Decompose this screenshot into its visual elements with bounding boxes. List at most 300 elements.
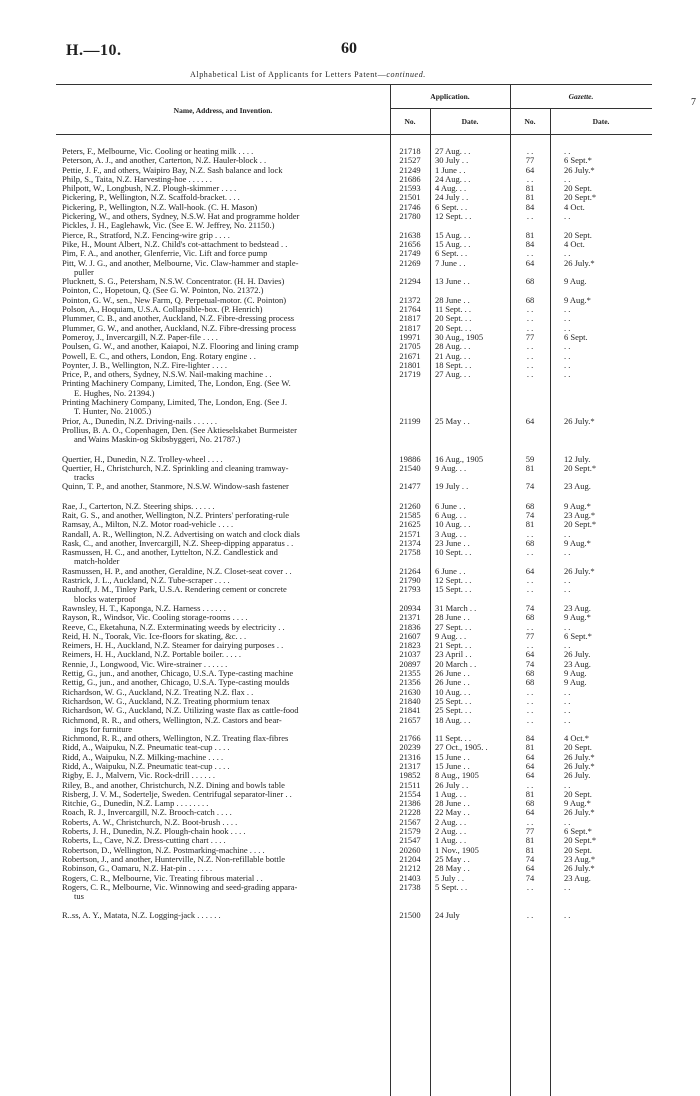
gazette-date: 6 Sept. [564, 331, 588, 342]
application-date: 4 Aug. . . [435, 183, 467, 194]
gazette-number: 81 [525, 462, 535, 473]
gazette-date: . . [564, 910, 571, 921]
application-date: 20 Sept. . . [435, 313, 472, 324]
gazette-number: . . [526, 910, 534, 921]
application-date: 6 Sept. . . [435, 248, 468, 259]
gazette-number: 68 [525, 612, 535, 623]
application-number: 21719 [399, 369, 421, 380]
application-number: 21567 [399, 816, 421, 827]
gazette-number: . . [526, 816, 534, 827]
application-date: 9 Aug. . . [435, 462, 467, 473]
rule-header-bottom [56, 134, 652, 135]
gazette-date [550, 379, 652, 388]
application-date: 20 Sept. . . [435, 322, 472, 333]
gazette-date: 9 Aug.* [564, 537, 591, 548]
application-date: 12 Sept. . . [435, 575, 472, 586]
gazette-number: 77 [525, 630, 535, 641]
gazette-date: 26 July.* [564, 164, 595, 175]
application-date: 23 June . . [435, 537, 470, 548]
application-date: 12 Sept. . . [435, 211, 472, 222]
application-date: 2 Aug. . . [435, 816, 467, 827]
gazette-number: 64 [525, 751, 535, 762]
gazette-number: 68 [525, 668, 535, 679]
gazette-date: 23 Aug. [564, 602, 591, 613]
gazette-number: . . [526, 322, 534, 333]
gazette-number [510, 426, 550, 435]
gazette-number: . . [526, 369, 534, 380]
application-number: 21372 [399, 294, 421, 305]
gazette-date: 26 July.* [564, 415, 595, 426]
application-date: 15 June . . [435, 761, 470, 771]
gazette-date: . . [564, 621, 571, 632]
gazette-date [550, 435, 652, 444]
entry-name: Quertier, H., Christchurch, N.Z. Sprinkling and cleaning tramway- [62, 462, 289, 473]
entry-name: ings for furniture [74, 723, 133, 734]
gazette-date: 23 Aug.* [564, 509, 596, 520]
gazette-number: 81 [525, 519, 535, 530]
gazette-date: 6 Sept.* [564, 630, 592, 641]
application-number: 21718 [399, 146, 421, 156]
entry-name: Philpott, W., Longbush, N.Z. Plough-skimmer . . . . [62, 183, 237, 194]
gazette-number: 64 [525, 257, 535, 268]
entry-name: Ridd, A., Waipuku, N.Z. Pneumatic teat-cup . . . . [62, 761, 230, 771]
gazette-date: 20 Sept. [564, 183, 592, 194]
gazette-date: . . [564, 714, 571, 725]
application-number: 21841 [399, 705, 421, 716]
gazette-date: 4 Oct.* [564, 733, 590, 744]
application-date: 25 May . . [435, 853, 470, 864]
entry-name: Plucknett, S. G., Petersham, N.S.W. Concentrator. (H. H. Davies) [62, 276, 285, 287]
entry-name: Roberts, J. H., Dunedin, N.Z. Plough-chain hook . . . . [62, 826, 246, 837]
application-date: 8 Aug., 1905 [435, 770, 479, 781]
header-gazette: Gazette. [568, 92, 594, 101]
gazette-number: 81 [525, 183, 535, 194]
gazette-number: 81 [525, 229, 535, 240]
application-date: 6 June . . [435, 565, 466, 576]
application-number: 21738 [399, 881, 421, 892]
application-date [430, 379, 510, 388]
gazette-number: 64 [525, 761, 535, 771]
entry-name: Roach, R. J., Invercargill, N.Z. Brooch-catch . . . . [62, 807, 232, 818]
entry-name: Rayson, R., Windsor, Vic. Cooling storage-rooms . . . . [62, 612, 248, 623]
entry-name: Robinson, G., Oamaru, N.Z. Hat-pin . . . . . . [62, 863, 213, 874]
gazette-number: 68 [525, 500, 535, 511]
gazette-number: 77 [525, 155, 535, 166]
gazette-number [510, 892, 550, 901]
entry-name: Poynter, J. B., Wellington, N.Z. Fire-lighter . . . . [62, 359, 228, 370]
application-date: 2 Aug. . . [435, 826, 467, 837]
gazette-number: . . [526, 341, 534, 352]
application-date: 27 Aug. . . [435, 146, 471, 156]
application-number: 21766 [399, 733, 421, 744]
gazette-number [510, 435, 550, 444]
application-date: 10 Aug. . . [435, 519, 471, 530]
gazette-date: . . [564, 304, 571, 315]
application-number: 21585 [399, 509, 421, 520]
gazette-date [550, 389, 652, 398]
table-row [56, 482, 652, 491]
gazette-number: 68 [525, 798, 535, 809]
application-date: 3 Aug. . . [435, 528, 467, 539]
table-row [56, 435, 652, 444]
application-date: 5 Sept. . . [435, 881, 468, 892]
gazette-number: 64 [525, 807, 535, 818]
application-number: 21656 [399, 238, 421, 249]
entry-name: and Wains Maskin-og Skibsbyggeri, No. 21787.) [74, 434, 241, 445]
application-date: 15 Aug. . . [435, 238, 471, 249]
application-date [430, 398, 510, 407]
application-number: 21501 [399, 192, 421, 203]
application-number: 21554 [399, 788, 421, 799]
entry-name: Pomeroy, J., Invercargill, N.Z. Paper-file . . . . [62, 331, 218, 342]
gazette-date: 26 July.* [564, 751, 595, 762]
entry-name: Poulsen, G. W., and another, Kaiapoi, N.Z. Flooring and lining cramp [62, 341, 299, 352]
entry-name: puller [74, 266, 94, 277]
entry-name: Printing Machinery Company, Limited, The, London, Eng. (See W. [62, 378, 291, 389]
application-date: 27 Aug. . . [435, 369, 471, 380]
gazette-date: 26 July.* [564, 257, 595, 268]
gazette-date: 9 Aug. [564, 276, 587, 287]
application-date: 26 June . . [435, 677, 470, 688]
application-number: 21204 [399, 853, 421, 864]
application-number: 21371 [399, 612, 421, 623]
gazette-date: 20 Sept.* [564, 192, 597, 203]
gazette-date: 9 Aug.* [564, 500, 591, 511]
entry-name: Plummer, C. B., and another, Auckland, N.Z. Fibre-dressing process [62, 313, 295, 324]
entry-name: Rennie, J., Longwood, Vic. Wire-strainer . . . . . . [62, 658, 228, 669]
application-number: 21579 [399, 826, 421, 837]
gazette-date: . . [564, 686, 571, 697]
table-row [56, 911, 652, 920]
application-date: 25 Sept. . . [435, 705, 472, 716]
entry-name: Rogers, C. R., Melbourne, Vic. Winnowing and seed-grading appara- [62, 881, 298, 892]
gazette-number: 64 [525, 565, 535, 576]
gazette-number: . . [526, 146, 534, 156]
application-date [430, 426, 510, 435]
entry-name: Pike, H., Mount Albert, N.Z. Child's cot-attachment to bedstead . . [62, 238, 288, 249]
entry-name: Pointon, G. W., sen., New Farm, Q. Perpetual-motor. (C. Pointon) [62, 294, 287, 305]
gazette-number: 74 [525, 481, 535, 492]
gazette-date: 26 July. [564, 770, 591, 781]
application-number [390, 389, 430, 398]
entry-name: tracks [74, 472, 95, 483]
application-date: 13 June . . [435, 276, 470, 287]
application-date [430, 389, 510, 398]
application-number: 21199 [399, 415, 421, 426]
entry-name: Richardson, W. G., Auckland, N.Z. Treating N.Z. flax . . [62, 686, 254, 697]
entry-name: Richmond, R. R., and others, Wellington, N.Z. Treating flax-fibres [62, 733, 289, 744]
gazette-date: 4 Oct. [564, 238, 585, 249]
entry-name: Peters, F., Melbourne, Vic. Cooling or heating milk . . . . [62, 146, 254, 156]
application-number [390, 892, 430, 901]
application-number: 20260 [399, 844, 421, 855]
application-date: 20 March . . [435, 658, 477, 669]
application-number: 21374 [399, 537, 421, 548]
application-number: 20934 [399, 602, 421, 613]
application-date: 19 July . . [435, 481, 469, 492]
gazette-date: . . [564, 173, 571, 184]
application-date: 6 June . . [435, 500, 466, 511]
gazette-number: . . [526, 695, 534, 706]
application-number [390, 426, 430, 435]
application-number: 21630 [399, 686, 421, 697]
entry-name: Prior, A., Dunedin, N.Z. Driving-nails . . . . . . [62, 415, 218, 426]
application-date: 28 June . . [435, 612, 470, 623]
application-date: 6 Aug. . . [435, 509, 467, 520]
application-number: 21356 [399, 677, 421, 688]
table-row [56, 259, 652, 268]
gazette-date: . . [564, 695, 571, 706]
application-number: 21403 [399, 872, 421, 883]
application-number: 21840 [399, 695, 421, 706]
gazette-date: . . [564, 248, 571, 259]
gazette-date: 12 July. [564, 453, 591, 464]
gazette-date: 26 July.* [564, 761, 595, 771]
gazette-number: . . [526, 640, 534, 651]
gazette-date: . . [564, 779, 571, 790]
gazette-number: . . [526, 350, 534, 361]
gazette-date: 9 Aug. [564, 677, 587, 688]
application-number: 21705 [399, 341, 421, 352]
entries-list [56, 147, 652, 921]
entry-name: Powell, E. C., and others, London, Eng. Rotary engine . . [62, 350, 256, 361]
application-date: 9 Aug. . . [435, 630, 467, 641]
gazette-date: . . [564, 350, 571, 361]
entry-name: E. Hughes, No. 21394.) [74, 387, 155, 398]
gazette-number: 59 [525, 453, 535, 464]
gazette-number [510, 379, 550, 388]
gazette-number: 68 [525, 677, 535, 688]
application-date: 15 Aug. . . [435, 229, 471, 240]
application-number: 21638 [399, 229, 421, 240]
entry-name: Polson, A., Hoquiam, U.S.A. Collapsible-box. (P. Henrich) [62, 304, 263, 315]
gazette-date: . . [564, 528, 571, 539]
entry-name: Robertson, D., Wellington, N.Z. Postmarking-machine . . . . [62, 844, 265, 855]
application-number: 21249 [399, 164, 421, 175]
rule-top [56, 84, 652, 85]
application-date: 27 Oct., 1905. . [435, 742, 488, 753]
gazette-date [550, 398, 652, 407]
entry-name: Reid, H. N., Toorak, Vic. Ice-floors for skating, &c. . . [62, 630, 247, 641]
application-number: 21671 [399, 350, 421, 361]
gazette-number: 68 [525, 276, 535, 287]
gazette-date: . . [564, 584, 571, 595]
gazette-date: 23 Aug. [564, 658, 591, 669]
entry-name: Pickering, P., Wellington, N.Z. Scaffold-bracket. . . . [62, 192, 240, 203]
entry-name: Pim, F. A., and another, Glenferrie, Vic. Lift and force pump [62, 248, 268, 259]
application-number: 21749 [399, 248, 421, 259]
application-number: 21607 [399, 630, 421, 641]
application-date: 26 July . . [435, 779, 469, 790]
application-date: 15 Sept. . . [435, 584, 472, 595]
entry-name: Rask, C., and another, Invercargill, N.Z. Sheep-dipping apparatus . . [62, 537, 294, 548]
gazette-number: 81 [525, 844, 535, 855]
entry-name: Richmond, R. R., and others, Wellington, N.Z. Castors and bear- [62, 714, 282, 725]
application-number: 21294 [399, 276, 421, 287]
application-number: 21264 [399, 565, 421, 576]
entry-name: Pitt, W. J. G., and another, Melbourne, Vic. Claw-hammer and staple- [62, 257, 299, 268]
gazette-date: 4 Oct. [564, 201, 585, 212]
header-gaz-date: Date. [592, 117, 610, 126]
application-date: 26 June . . [435, 668, 470, 679]
table-row [56, 716, 652, 725]
application-date: 6 Sept. . . [435, 201, 468, 212]
application-date: 1 Nov., 1905 [435, 844, 479, 855]
gazette-date: 26 July.* [564, 807, 595, 818]
entry-name: match-holder [74, 556, 120, 567]
application-number: 21511 [399, 779, 421, 790]
gazette-number: . . [526, 881, 534, 892]
application-number: 21547 [399, 835, 421, 846]
gazette-number: . . [526, 173, 534, 184]
application-number: 19971 [399, 331, 421, 342]
entry-name: Richardson, W. G., Auckland, N.Z. Treating phormium tenax [62, 695, 270, 706]
gazette-date: 23 Aug.* [564, 853, 596, 864]
application-number: 21260 [399, 500, 421, 511]
gazette-date: 9 Aug.* [564, 294, 591, 305]
header-application: Application. [430, 92, 470, 101]
gazette-number: 64 [525, 649, 535, 660]
header-app-no: No. [404, 117, 416, 126]
table-row [56, 548, 652, 557]
application-number: 21316 [399, 751, 421, 762]
application-date: 24 July [435, 910, 460, 921]
entry-name: Roberts, L., Cave, N.Z. Dress-cutting chart . . . . [62, 835, 226, 846]
application-number: 21657 [399, 714, 421, 725]
application-number: 21228 [399, 807, 421, 818]
application-number: 19886 [399, 453, 421, 464]
gazette-date: 20 Sept.* [564, 835, 597, 846]
gazette-date: . . [564, 816, 571, 827]
entry-name: Rae, J., Carterton, N.Z. Steering ships. . . . . . [62, 500, 215, 511]
gazette-date: 20 Sept.* [564, 462, 597, 473]
application-date [430, 435, 510, 444]
application-date: 1 Aug. . . [435, 835, 467, 846]
application-number: 19852 [399, 770, 421, 781]
gazette-number: 81 [525, 788, 535, 799]
application-date: 25 Sept. . . [435, 695, 472, 706]
gazette-date: 26 July.* [564, 565, 595, 576]
gazette-date: 9 Aug. [564, 668, 587, 679]
gazette-date [550, 892, 652, 901]
entry-name: T. Hunter, No. 21005.) [74, 406, 152, 417]
gazette-number: 84 [525, 733, 535, 744]
table-row [56, 585, 652, 594]
entry-name: Ridd, A., Waipuku, N.Z. Milking-machine . . . . [62, 751, 224, 762]
entry-name: Quertier, H., Dunedin, N.Z. Trolley-wheel . . . . [62, 453, 223, 464]
gazette-number: 74 [525, 658, 535, 669]
gazette-number: 68 [525, 537, 535, 548]
entry-name: Pickering, W., and others, Sydney, N.S.W. Hat and programme holder [62, 211, 300, 222]
application-number: 21817 [399, 313, 421, 324]
gazette-date: . . [564, 640, 571, 651]
application-number: 21793 [399, 584, 421, 595]
application-date: 18 Aug. . . [435, 714, 471, 725]
rule-sub [390, 108, 652, 109]
application-number: 21780 [399, 211, 421, 222]
entry-name: Randall, A. R., Wellington, N.Z. Advertising on watch and clock dials [62, 528, 300, 539]
gazette-date: 20 Sept. [564, 229, 592, 240]
application-date: 28 June . . [435, 798, 470, 809]
gazette-date: 20 Sept.* [564, 519, 597, 530]
entry-name: Ramsay, A., Milton, N.Z. Motor road-vehicle . . . . [62, 519, 234, 530]
gazette-number [510, 389, 550, 398]
gazette-date: 6 Sept.* [564, 826, 592, 837]
entry-name: blocks waterproof [74, 593, 136, 604]
gazette-number: . . [526, 705, 534, 716]
gazette-date: . . [564, 575, 571, 586]
entry-name: Risberg, J. V. M., Sodertelje, Sweden. Centrifugal separator-liner . . [62, 788, 292, 799]
application-number: 21540 [399, 462, 421, 473]
header-app-date: Date. [461, 117, 479, 126]
gazette-number: . . [526, 686, 534, 697]
table-row [56, 464, 652, 473]
gazette-number: . . [526, 584, 534, 595]
application-date: 21 Sept. . . [435, 640, 472, 651]
application-date: 10 Aug. . . [435, 686, 471, 697]
application-date: 1 June . . [435, 164, 466, 175]
gazette-number: 64 [525, 164, 535, 175]
entry-name: Quinn, T. P., and another, Stanmore, N.S.W. Window-sash fastener [62, 481, 289, 492]
application-date: 1 Aug. . . [435, 788, 467, 799]
gazette-number: 81 [525, 742, 535, 753]
application-number: 21823 [399, 640, 421, 651]
gazette-date: 23 Aug. [564, 481, 591, 492]
gazette-date: . . [564, 322, 571, 333]
gazette-date: . . [564, 313, 571, 324]
entry-name: Rauhoff, J. M., Tinley Park, U.S.A. Rendering cement or concrete [62, 584, 287, 595]
gazette-number: 64 [525, 770, 535, 781]
application-date [430, 892, 510, 901]
gazette-date: . . [564, 341, 571, 352]
application-date: 7 June . . [435, 257, 466, 268]
entry-name: Rastrick, J. L., Auckland, N.Z. Tube-scraper . . . . [62, 575, 230, 586]
entry-name: Rasmussen, H. P., and another, Geraldine, N.Z. Closet-seat cover . . [62, 565, 292, 576]
gazette-number: 74 [525, 602, 535, 613]
gazette-date: . . [564, 369, 571, 380]
entry-name: Riley, B., and another, Christchurch, N.Z. Dining and bowls table [62, 779, 285, 790]
document-reference: H.—10. [66, 42, 122, 59]
application-date: 23 April . . [435, 649, 472, 660]
application-date: 27 Sept. . . [435, 621, 472, 632]
entry-name: Rogers, C. R., Melbourne, Vic. Treating fibrous material . . [62, 872, 263, 883]
application-date: 18 Sept. . . [435, 359, 472, 370]
gazette-number: 84 [525, 238, 535, 249]
gazette-date: . . [564, 359, 571, 370]
application-number: 20897 [399, 658, 421, 669]
gazette-date: . . [564, 547, 571, 558]
application-number: 21625 [399, 519, 421, 530]
gazette-date: 20 Sept. [564, 788, 592, 799]
gazette-number: 64 [525, 863, 535, 874]
entry-name: Ritchie, G., Dunedin, N.Z. Lamp . . . . . . . . [62, 798, 209, 809]
application-date: 28 Aug. . . [435, 341, 471, 352]
application-date: 16 Aug., 1905 [435, 453, 484, 464]
entry-name: Reimers, H. H., Auckland, N.Z. Steamer for dairying purposes . . [62, 640, 284, 651]
page-title [190, 70, 426, 79]
gazette-date: 26 July. [564, 649, 591, 660]
gazette-number: . . [526, 211, 534, 222]
gazette-date: . . [564, 211, 571, 222]
entry-name: Pettie, J. F., and others, Waipiro Bay, N.Z. Sash balance and lock [62, 164, 283, 175]
application-number: 21836 [399, 621, 421, 632]
entry-name: R..ss, A. Y., Matata, N.Z. Logging-jack . . . . . . [62, 910, 221, 921]
application-number: 21386 [399, 798, 421, 809]
margin-mark: 7 [691, 97, 696, 108]
gazette-number: 74 [525, 509, 535, 520]
application-number: 21477 [399, 481, 421, 492]
gazette-number [510, 398, 550, 407]
